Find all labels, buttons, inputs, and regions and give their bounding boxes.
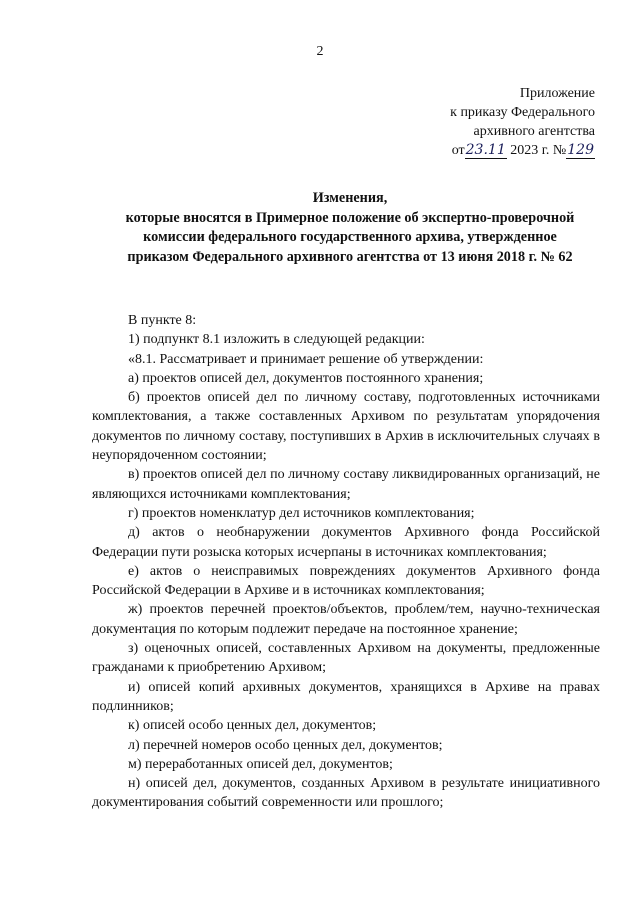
list-item-k: к) описей особо ценных дел, документов; [128, 718, 377, 734]
date-suffix: 2023 г. № [510, 143, 567, 158]
list-item-a: а) проектов описей дел, документов постоянного хранения; [128, 370, 484, 386]
list-item-e: е) актов о неисправимых повреждениях документов Архивного фонда Российской Федерации в Архиве и в источниках комплектования; [92, 563, 600, 599]
list-item-n: н) описей дел, документов, созданных Архивом в результате инициативного документирования событий современности или прошлого; [92, 776, 600, 811]
list-item-z: з) оценочных описей, составленных Архивом на документы, предложенные гражданами к приобретению Архивом; [92, 641, 600, 676]
list-item-i: и) описей копий архивных документов, хранящихся в Архиве на правах подлинников; [92, 679, 600, 714]
handwritten-number: 129 [567, 142, 594, 158]
heading-line-3: комиссии федерального государственного архива, утвержденное [143, 229, 557, 245]
heading-line-1: Изменения, [312, 190, 388, 206]
list-item-l: л) перечней номеров особо ценных дел, документов; [128, 737, 443, 753]
document-heading [80, 189, 620, 267]
list-item-b: б) проектов описей дел по личному составу, подготовленных источниками комплектования, а также составленных Архивом по результатам упорядочения документов по личному составу, поступивших в Архив в исключительных случаях в неупорядоченном состоянии; [92, 390, 600, 464]
paragraph: 1) подпункт 8.1 изложить в следующей редакции: [128, 332, 425, 348]
list-item-v: в) проектов описей дел по личному составу ликвидированных организаций, не являющихся источниками комплектования; [92, 467, 600, 502]
appendix-title: Приложение [519, 86, 595, 101]
list-item-d: д) актов о необнаружении документов Архивного фонда Российской Федерации пути розыска которых исчерпаны в источниках комплектования; [92, 525, 600, 560]
list-item-g: г) проектов номенклатур дел источников комплектования; [128, 505, 475, 521]
appendix-date-line [395, 141, 595, 160]
date-prefix: от [451, 143, 465, 158]
appendix-order-ref: к приказу Федерального [450, 105, 595, 120]
page-number: 2 [316, 44, 324, 59]
appendix-block [395, 84, 595, 160]
paragraph: В пункте 8: [128, 313, 197, 328]
heading-line-2: которые вносятся в Примерное положение об экспертно-проверочной [125, 209, 575, 226]
heading-line-4: приказом Федерального архивного агентства от 13 июня 2018 г. № 62 [127, 248, 573, 265]
list-item-m: м) переработанных описей дел, документов; [128, 756, 393, 772]
handwritten-date: 23.11 [465, 142, 506, 158]
list-item-zh: ж) проектов перечней проектов/объектов, проблем/тем, научно-техническая документация по которым подлежит передаче на постоянное хранение; [92, 602, 600, 637]
appendix-agency: архивного агентства [473, 124, 595, 139]
document-body [92, 311, 600, 813]
paragraph: «8.1. Рассматривает и принимает решение об утверждении: [128, 351, 484, 367]
